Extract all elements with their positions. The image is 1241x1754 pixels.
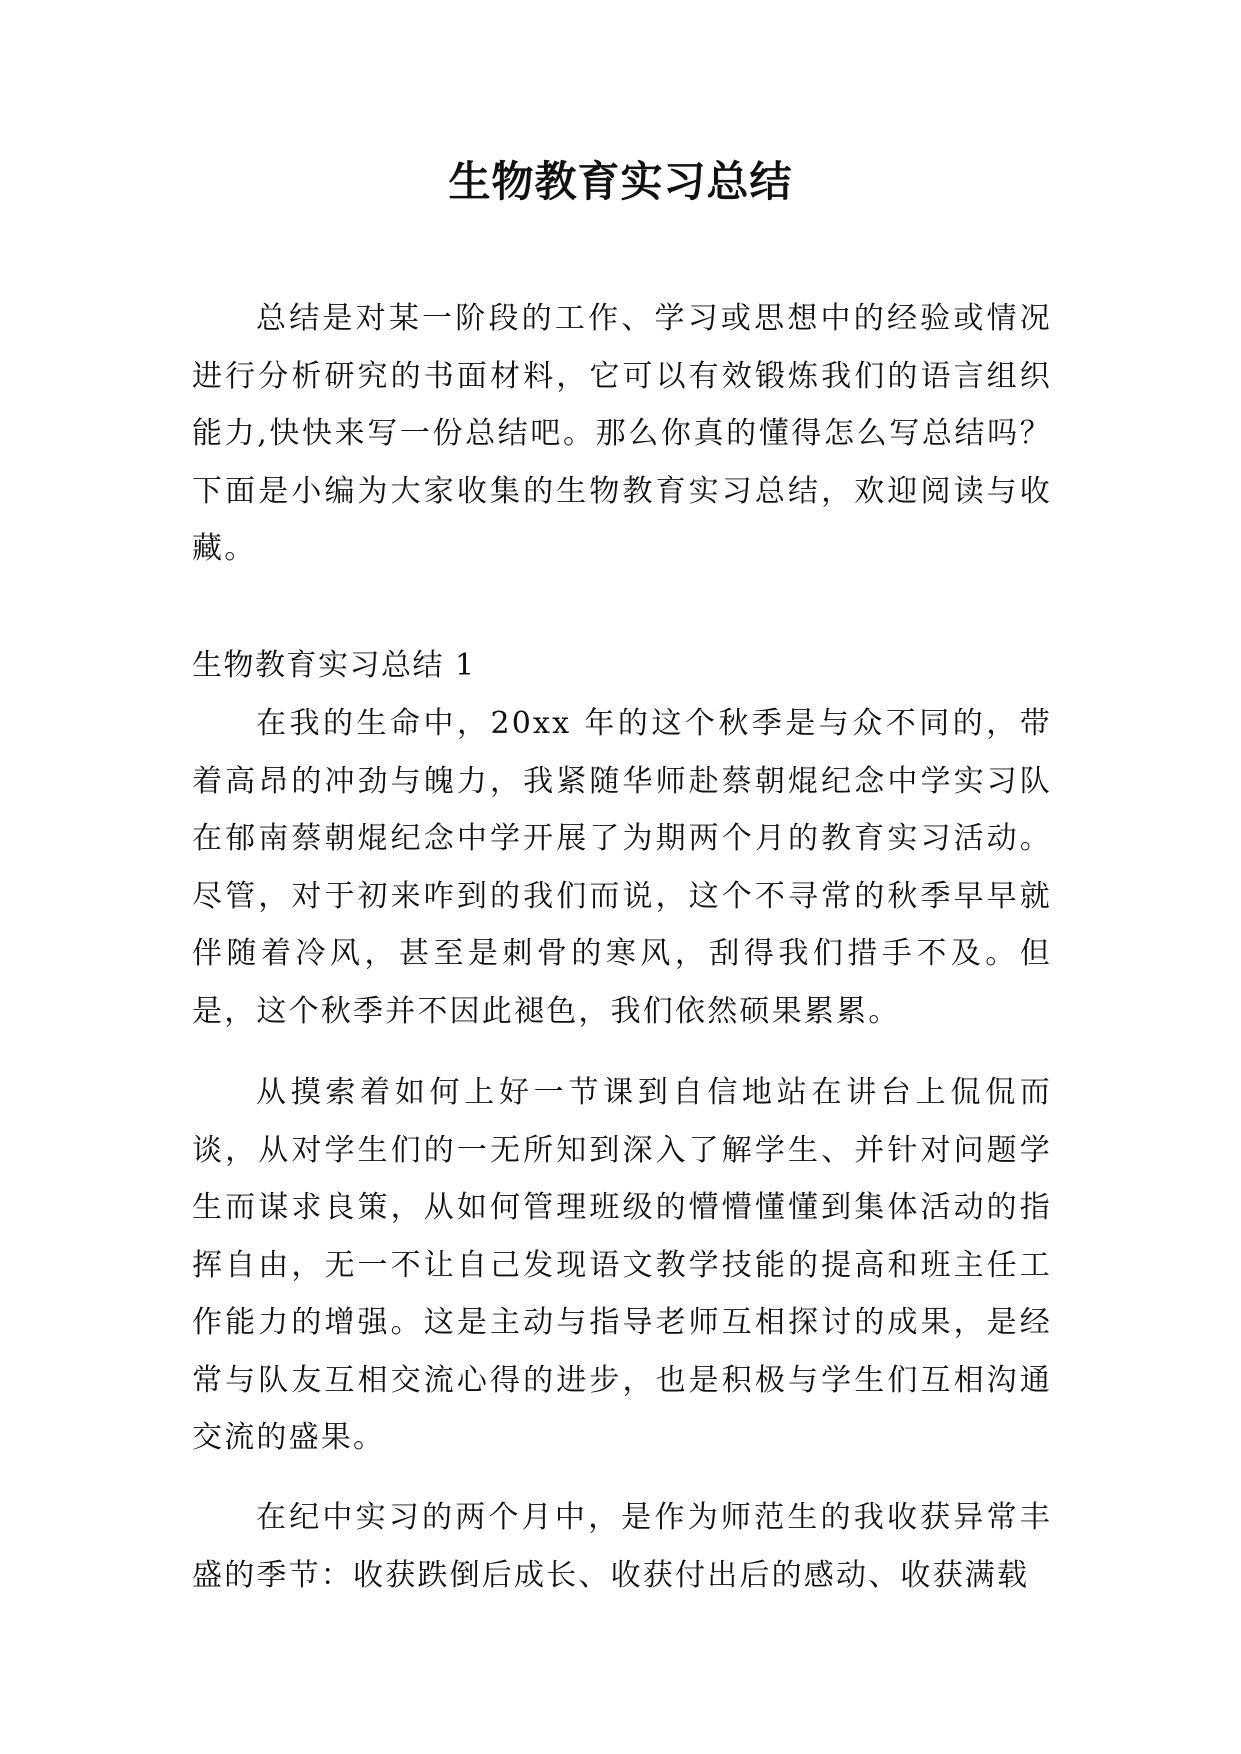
- section-heading: 生物教育实习总结 1: [192, 648, 476, 683]
- body-paragraph-2: 从摸索着如何上好一节课到自信地站在讲台上侃侃而谈，从对学生们的一无所知到深入了解学生、并针对问题学生而谋求良策，从如何管理班级的懵懵懂懂到集体活动的指挥自由，无一不让自己发现语文教学技能的提高和班主任工作能力的增强。这是主动与指导老师互相探讨的成果，是经常与队友互相交流心得的进步，也是积极与学生们互相沟通交流的盛果。: [192, 1075, 1052, 1455]
- body-paragraph-3: 在纪中实习的两个月中，是作为师范生的我收获异常丰盛的季节：收获跌倒后成长、收获付出后的感动、收获满载: [192, 1500, 1052, 1593]
- intro-paragraph: 总结是对某一阶段的工作、学习或思想中的经验或情况进行分析研究的书面材料，它可以有效锻炼我们的语言组织能力,快快来写一份总结吧。那么你真的懂得怎么写总结吗？下面是小编为大家收集的生物教育实习总结，欢迎阅读与收藏。: [192, 301, 1052, 566]
- document-title: 生物教育实习总结: [448, 157, 793, 206]
- body-paragraph-1: 在我的生命中，20xx 年的这个秋季是与众不同的，带着高昂的冲劲与魄力，我紧随华师赴蔡朝焜纪念中学实习队在郁南蔡朝焜纪念中学开展了为期两个月的教育实习活动。尽管，对于初来咋到的我们而说，这个不寻常的秋季早早就伴随着冷风，甚至是刺骨的寒风，刮得我们措手不及。但是，这个秋季并不因此褪色，我们依然硕果累累。: [192, 706, 1052, 1029]
